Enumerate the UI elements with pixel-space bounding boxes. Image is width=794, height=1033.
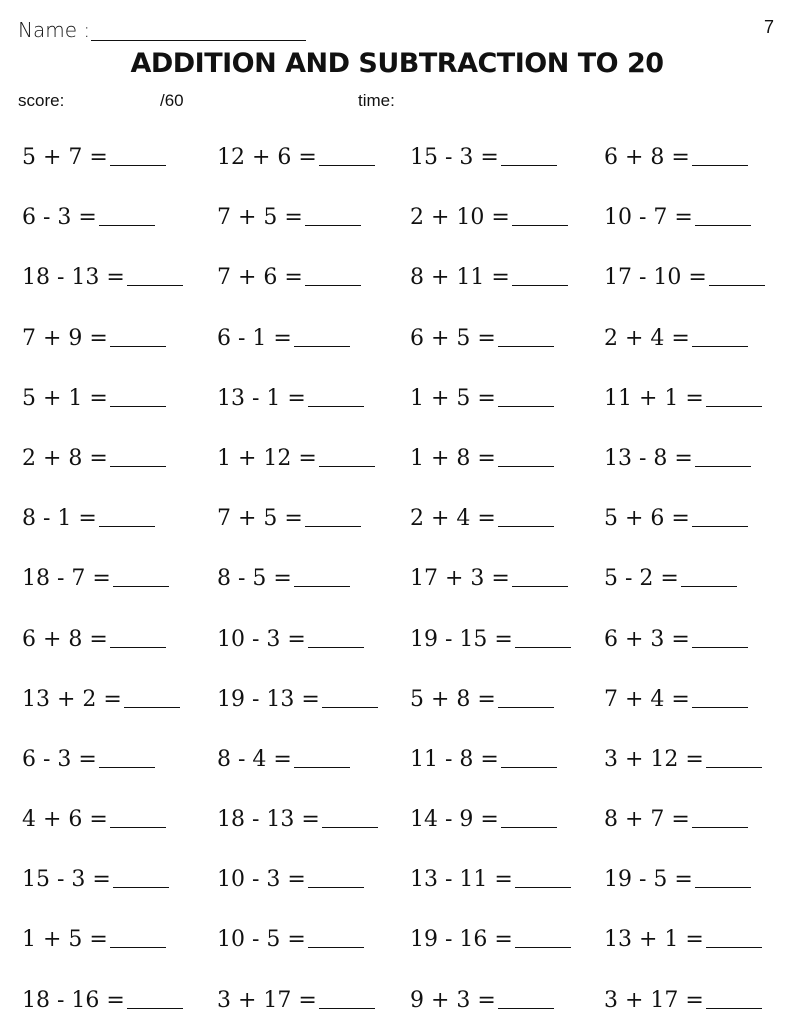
problem-row (22, 973, 782, 1033)
math-problem (217, 431, 375, 471)
problem-row (22, 672, 782, 732)
answer-blank[interactable] (305, 224, 361, 226)
answer-blank[interactable] (308, 405, 364, 407)
math-problem (604, 551, 737, 591)
answer-blank[interactable] (515, 646, 571, 648)
answer-blank[interactable] (695, 886, 751, 888)
answer-blank[interactable] (127, 284, 183, 286)
equation-text: 9 + 3 = (410, 987, 496, 1013)
answer-blank[interactable] (294, 585, 350, 587)
equation-text: 1 + 5 = (22, 927, 108, 953)
equation-text: 17 + 3 = (410, 566, 510, 592)
math-problem (217, 732, 350, 772)
equation-text: 8 - 4 = (217, 746, 292, 772)
math-problem (410, 190, 568, 230)
equation-text: 10 - 3 = (217, 626, 306, 652)
equation-text: 5 + 6 = (604, 506, 690, 532)
problem-row (22, 491, 782, 551)
equation-text: 10 - 5 = (217, 927, 306, 953)
answer-blank[interactable] (113, 585, 169, 587)
equation-text: 18 - 7 = (22, 566, 111, 592)
answer-blank[interactable] (692, 826, 748, 828)
math-problem (217, 190, 361, 230)
answer-blank[interactable] (512, 224, 568, 226)
math-problem (604, 792, 748, 832)
answer-blank[interactable] (113, 886, 169, 888)
equation-text: 17 - 10 = (604, 265, 707, 291)
answer-blank[interactable] (110, 405, 166, 407)
math-problem (217, 311, 350, 351)
equation-text: 18 - 16 = (22, 987, 125, 1013)
answer-blank[interactable] (99, 224, 155, 226)
math-problem (410, 672, 554, 712)
answer-blank[interactable] (110, 345, 166, 347)
problem-row (22, 250, 782, 310)
answer-blank[interactable] (319, 164, 375, 166)
equation-text: 8 - 5 = (217, 566, 292, 592)
problem-row (22, 912, 782, 972)
math-problem (604, 250, 765, 290)
score-label: score: (18, 91, 65, 110)
equation-text: 13 + 2 = (22, 686, 122, 712)
math-problem (604, 190, 751, 230)
math-problem (217, 371, 364, 411)
answer-blank[interactable] (305, 525, 361, 527)
math-problem (410, 612, 571, 652)
score-time-row (18, 91, 778, 113)
answer-blank[interactable] (512, 585, 568, 587)
equation-text: 6 - 3 = (22, 205, 97, 231)
name-blank-line[interactable] (91, 40, 306, 41)
equation-text: 13 - 8 = (604, 445, 693, 471)
answer-blank[interactable] (124, 706, 180, 708)
math-problem (604, 672, 748, 712)
math-problem (604, 130, 748, 170)
equation-text: 3 + 17 = (217, 987, 317, 1013)
answer-blank[interactable] (308, 946, 364, 948)
math-problem (604, 491, 748, 531)
math-problem (604, 431, 751, 471)
worksheet-header (18, 10, 776, 40)
equation-text: 7 + 5 = (217, 205, 303, 231)
equation-text: 7 + 4 = (604, 686, 690, 712)
answer-blank[interactable] (515, 886, 571, 888)
math-problem (22, 190, 155, 230)
answer-blank[interactable] (692, 706, 748, 708)
answer-blank[interactable] (498, 405, 554, 407)
math-problem (217, 672, 378, 712)
score-total: /60 (160, 91, 184, 110)
answer-blank[interactable] (501, 164, 557, 166)
answer-blank[interactable] (501, 766, 557, 768)
equation-text: 11 - 8 = (410, 746, 499, 772)
math-problem (22, 311, 166, 351)
problem-row (22, 190, 782, 250)
math-problem (604, 973, 762, 1013)
problem-row (22, 431, 782, 491)
equation-text: 19 - 5 = (604, 867, 693, 893)
equation-text: 8 + 11 = (410, 265, 510, 291)
math-problem (410, 250, 568, 290)
answer-blank[interactable] (99, 766, 155, 768)
problem-row (22, 852, 782, 912)
equation-text: 15 - 3 = (22, 867, 111, 893)
math-problem (410, 852, 571, 892)
answer-blank[interactable] (498, 465, 554, 467)
equation-text: 2 + 10 = (410, 205, 510, 231)
math-problem (22, 551, 169, 591)
math-problem (217, 912, 364, 952)
answer-blank[interactable] (110, 465, 166, 467)
equation-text: 1 + 5 = (410, 385, 496, 411)
answer-blank[interactable] (501, 826, 557, 828)
problem-row (22, 732, 782, 792)
math-problem (410, 551, 568, 591)
worksheet-title: ADDITION AND SUBTRACTION TO 20 (130, 48, 664, 79)
equation-text: 6 + 5 = (410, 325, 496, 351)
math-problem (22, 491, 155, 531)
equation-text: 19 - 16 = (410, 927, 513, 953)
math-problem (217, 973, 375, 1013)
problem-row (22, 792, 782, 852)
equation-text: 3 + 12 = (604, 746, 704, 772)
answer-blank[interactable] (294, 766, 350, 768)
math-problem (22, 852, 169, 892)
answer-blank[interactable] (127, 1007, 183, 1009)
name-label: Name : (18, 18, 91, 42)
equation-text: 1 + 8 = (410, 445, 496, 471)
math-problem (22, 792, 166, 832)
answer-blank[interactable] (498, 706, 554, 708)
equation-text: 5 - 2 = (604, 566, 679, 592)
equation-text: 13 + 1 = (604, 927, 704, 953)
answer-blank[interactable] (294, 345, 350, 347)
answer-blank[interactable] (305, 284, 361, 286)
equation-text: 6 + 8 = (22, 626, 108, 652)
answer-blank[interactable] (99, 525, 155, 527)
math-problem (410, 130, 557, 170)
math-problem (22, 973, 183, 1013)
answer-blank[interactable] (692, 345, 748, 347)
answer-blank[interactable] (322, 706, 378, 708)
answer-blank[interactable] (110, 826, 166, 828)
time-label: time: (358, 91, 395, 110)
math-problem (217, 551, 350, 591)
equation-text: 18 - 13 = (22, 265, 125, 291)
equation-text: 13 - 1 = (217, 385, 306, 411)
equation-text: 13 - 11 = (410, 867, 513, 893)
equation-text: 3 + 17 = (604, 987, 704, 1013)
answer-blank[interactable] (110, 946, 166, 948)
equation-text: 7 + 9 = (22, 325, 108, 351)
equation-text: 8 - 1 = (22, 506, 97, 532)
equation-text: 18 - 13 = (217, 807, 320, 833)
problem-row (22, 612, 782, 672)
math-problem (410, 973, 554, 1013)
math-problem (217, 612, 364, 652)
problem-row (22, 551, 782, 611)
equation-text: 6 + 3 = (604, 626, 690, 652)
equation-text: 2 + 8 = (22, 445, 108, 471)
equation-text: 6 - 3 = (22, 746, 97, 772)
page-number: 7 (763, 17, 774, 37)
equation-text: 5 + 1 = (22, 385, 108, 411)
math-problem (217, 250, 361, 290)
math-problem (217, 491, 361, 531)
answer-blank[interactable] (319, 1007, 375, 1009)
equation-text: 15 - 3 = (410, 145, 499, 170)
equation-text: 10 - 3 = (217, 867, 306, 893)
answer-blank[interactable] (695, 465, 751, 467)
equation-text: 4 + 6 = (22, 807, 108, 833)
answer-blank[interactable] (695, 224, 751, 226)
math-problem (22, 612, 166, 652)
answer-blank[interactable] (692, 525, 748, 527)
equation-text: 2 + 4 = (604, 325, 690, 351)
equation-text: 19 - 15 = (410, 626, 513, 652)
math-problem (604, 612, 748, 652)
equation-text: 7 + 6 = (217, 265, 303, 291)
equation-text: 14 - 9 = (410, 807, 499, 833)
math-problem (410, 311, 554, 351)
math-problem (604, 732, 762, 772)
answer-blank[interactable] (498, 1007, 554, 1009)
problem-row (22, 311, 782, 371)
answer-blank[interactable] (692, 164, 748, 166)
math-problem (22, 130, 166, 170)
equation-text: 10 - 7 = (604, 205, 693, 231)
equation-text: 7 + 5 = (217, 506, 303, 532)
math-problem (217, 792, 378, 832)
answer-blank[interactable] (709, 284, 765, 286)
equation-text: 1 + 12 = (217, 445, 317, 471)
answer-blank[interactable] (681, 585, 737, 587)
math-problem (410, 431, 554, 471)
answer-blank[interactable] (498, 525, 554, 527)
answer-blank[interactable] (692, 646, 748, 648)
equation-text: 12 + 6 = (217, 145, 317, 170)
problem-row (22, 371, 782, 431)
answer-blank[interactable] (498, 345, 554, 347)
math-problem (604, 852, 751, 892)
equation-text: 8 + 7 = (604, 807, 690, 833)
answer-blank[interactable] (515, 946, 571, 948)
equation-text: 6 + 8 = (604, 145, 690, 170)
math-problem (604, 912, 762, 952)
equation-text: 5 + 7 = (22, 145, 108, 170)
answer-blank[interactable] (706, 946, 762, 948)
answer-blank[interactable] (322, 826, 378, 828)
math-problem (22, 371, 166, 411)
math-problem (410, 912, 571, 952)
math-problem (217, 130, 375, 170)
math-problem (410, 491, 554, 531)
problem-row (22, 130, 782, 190)
equation-text: 2 + 4 = (410, 506, 496, 532)
answer-blank[interactable] (706, 405, 762, 407)
math-problem (604, 311, 748, 351)
equation-text: 6 - 1 = (217, 325, 292, 351)
math-problem (410, 732, 557, 772)
math-problem (22, 912, 166, 952)
answer-blank[interactable] (319, 465, 375, 467)
answer-blank[interactable] (512, 284, 568, 286)
problem-grid (22, 130, 782, 1033)
answer-blank[interactable] (706, 1007, 762, 1009)
answer-blank[interactable] (706, 766, 762, 768)
math-problem (410, 792, 557, 832)
answer-blank[interactable] (308, 646, 364, 648)
math-problem (410, 371, 554, 411)
answer-blank[interactable] (308, 886, 364, 888)
math-problem (217, 852, 364, 892)
equation-text: 5 + 8 = (410, 686, 496, 712)
math-problem (22, 672, 180, 712)
answer-blank[interactable] (110, 646, 166, 648)
equation-text: 19 - 13 = (217, 686, 320, 712)
equation-text: 11 + 1 = (604, 385, 704, 411)
math-problem (604, 371, 762, 411)
answer-blank[interactable] (110, 164, 166, 166)
math-problem (22, 431, 166, 471)
math-problem (22, 732, 155, 772)
math-problem (22, 250, 183, 290)
